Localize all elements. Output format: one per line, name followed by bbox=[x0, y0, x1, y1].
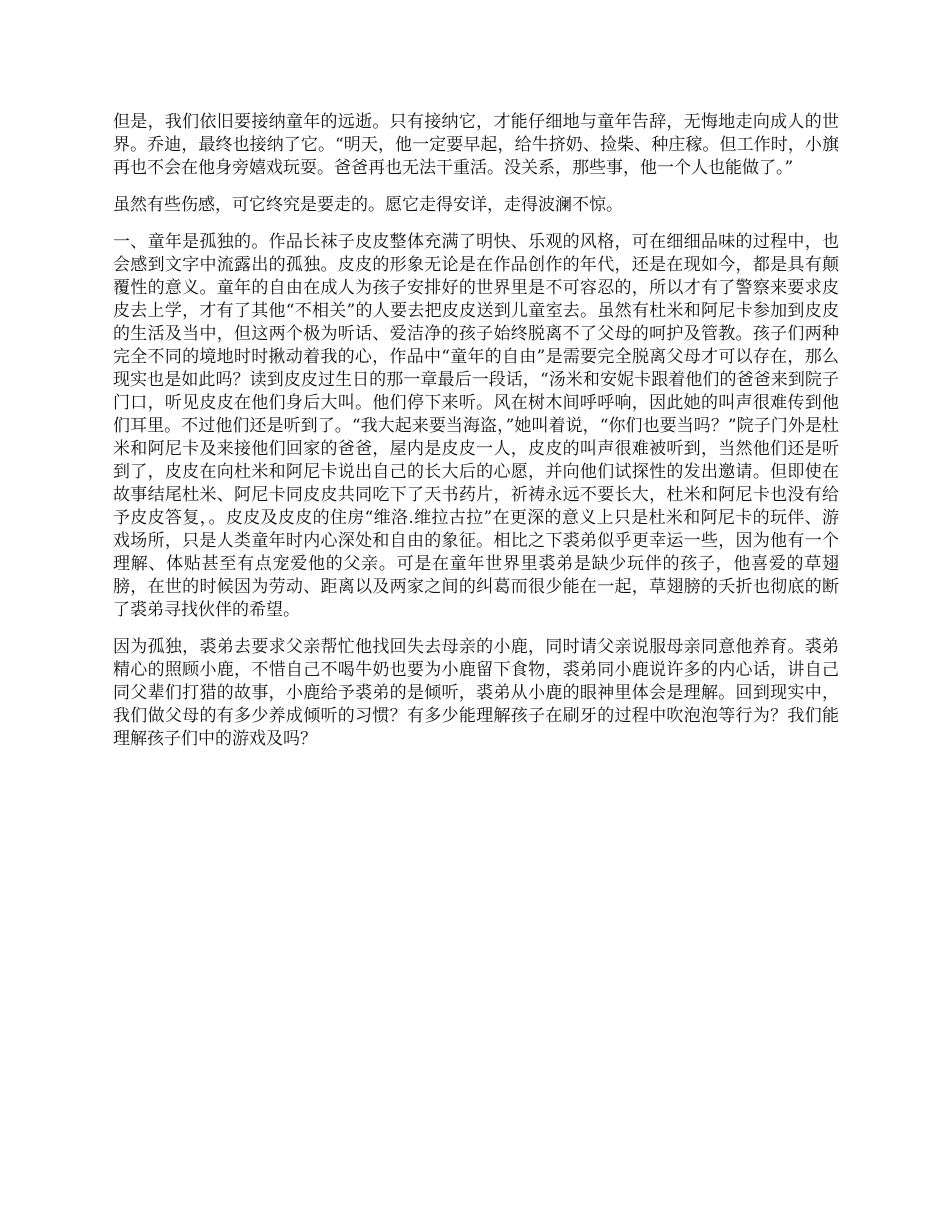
paragraph-loneliness: 一、童年是孤独的。作品长袜子皮皮整体充满了明快、乐观的风格，可在细细品味的过程中，也会感到文字中流露出的孤独。皮皮的形象无论是在作品创作的年代，还是在现如今，都是具有颠覆性的意义。童年的自由在成人为孩子安排好的世界里是不可容忍的，所以才有了警察来要求皮皮去上学，才有了其他“不相关”的人要去把皮皮送到儿童室去。虽然有杜米和阿尼卡参加到皮皮的生活及当中，但这两个极为听话、爱洁净的孩子始终脱离不了父母的呵护及管教。孩子们两种完全不同的境地时时揪动着我的心，作品中“童年的自由”是需要完全脱离父母才可以存在，那么现实也是如此吗？读到皮皮过生日的那一章最后一段话，“汤米和安妮卡跟着他们的爸爸来到院子门口，听见皮皮在他们身后大叫。他们停下来听。风在树木间呼呼响，因此她的叫声很难传到他们耳里。不过他们还是听到了。“我大起来要当海盗，”她叫着说，“你们也要当吗？”院子门外是杜米和阿尼卡及来接他们回家的爸爸，屋内是皮皮一人，皮皮的叫声很难被听到，当然他们还是听到了，皮皮在向杜米和阿尼卡说出自己的长大后的心愿，并向他们试探性的发出邀请。但即使在故事结尾杜米、阿尼卡同皮皮共同吃下了天书药片，祈祷永远不要长大，杜米和阿尼卡也没有给予皮皮答复，。皮皮及皮皮的住房“维洛.维拉古拉”在更深的意义上只是杜米和阿尼卡的玩伴、游戏场所，只是人类童年时内心深处和自由的象征。相比之下裘弟似乎更幸运一些，因为他有一个理解、体贴甚至有点宠爱他的父亲。可是在童年世界里裘弟是缺少玩伴的孩子，他喜爱的草翅膀，在世的时候因为劳动、距离以及两家之间的纠葛而很少能在一起，草翅膀的夭折也彻底的断了裘弟寻找伙伴的希望。 bbox=[113, 232, 839, 620]
paragraph-fawn: 因为孤独，裘弟去要求父亲帮忙他找回失去母亲的小鹿，同时请父亲说服母亲同意他养育。裘弟精心的照顾小鹿，不惜自己不喝牛奶也要为小鹿留下食物，裘弟同小鹿说许多的内心话，讲自己同父辈们打猎的故事，小鹿给予裘弟的是倾听，裘弟从小鹿的眼神里体会是理解。回到现实中，我们做父母的有多少养成倾听的习惯？有多少能理解孩子在刷牙的过程中吹泡泡等行为？我们能理解孩子们中的游戏及吗？ bbox=[113, 637, 839, 749]
document-body bbox=[113, 111, 839, 765]
paragraph-farewell: 但是，我们依旧要接纳童年的远逝。只有接纳它，才能仔细地与童年告辞，无悔地走向成人的世界。乔迪，最终也接纳了它。“明天，他一定要早起，给牛挤奶、捡柴、种庄稼。但工作时，小旗再也不会在他身旁嬉戏玩耍。爸爸再也无法干重活。没关系，那些事，他一个人也能做了。” bbox=[113, 112, 839, 178]
paragraph-sadness: 虽然有些伤感，可它终究是要走的。愿它走得安详，走得波澜不惊。 bbox=[113, 195, 623, 215]
